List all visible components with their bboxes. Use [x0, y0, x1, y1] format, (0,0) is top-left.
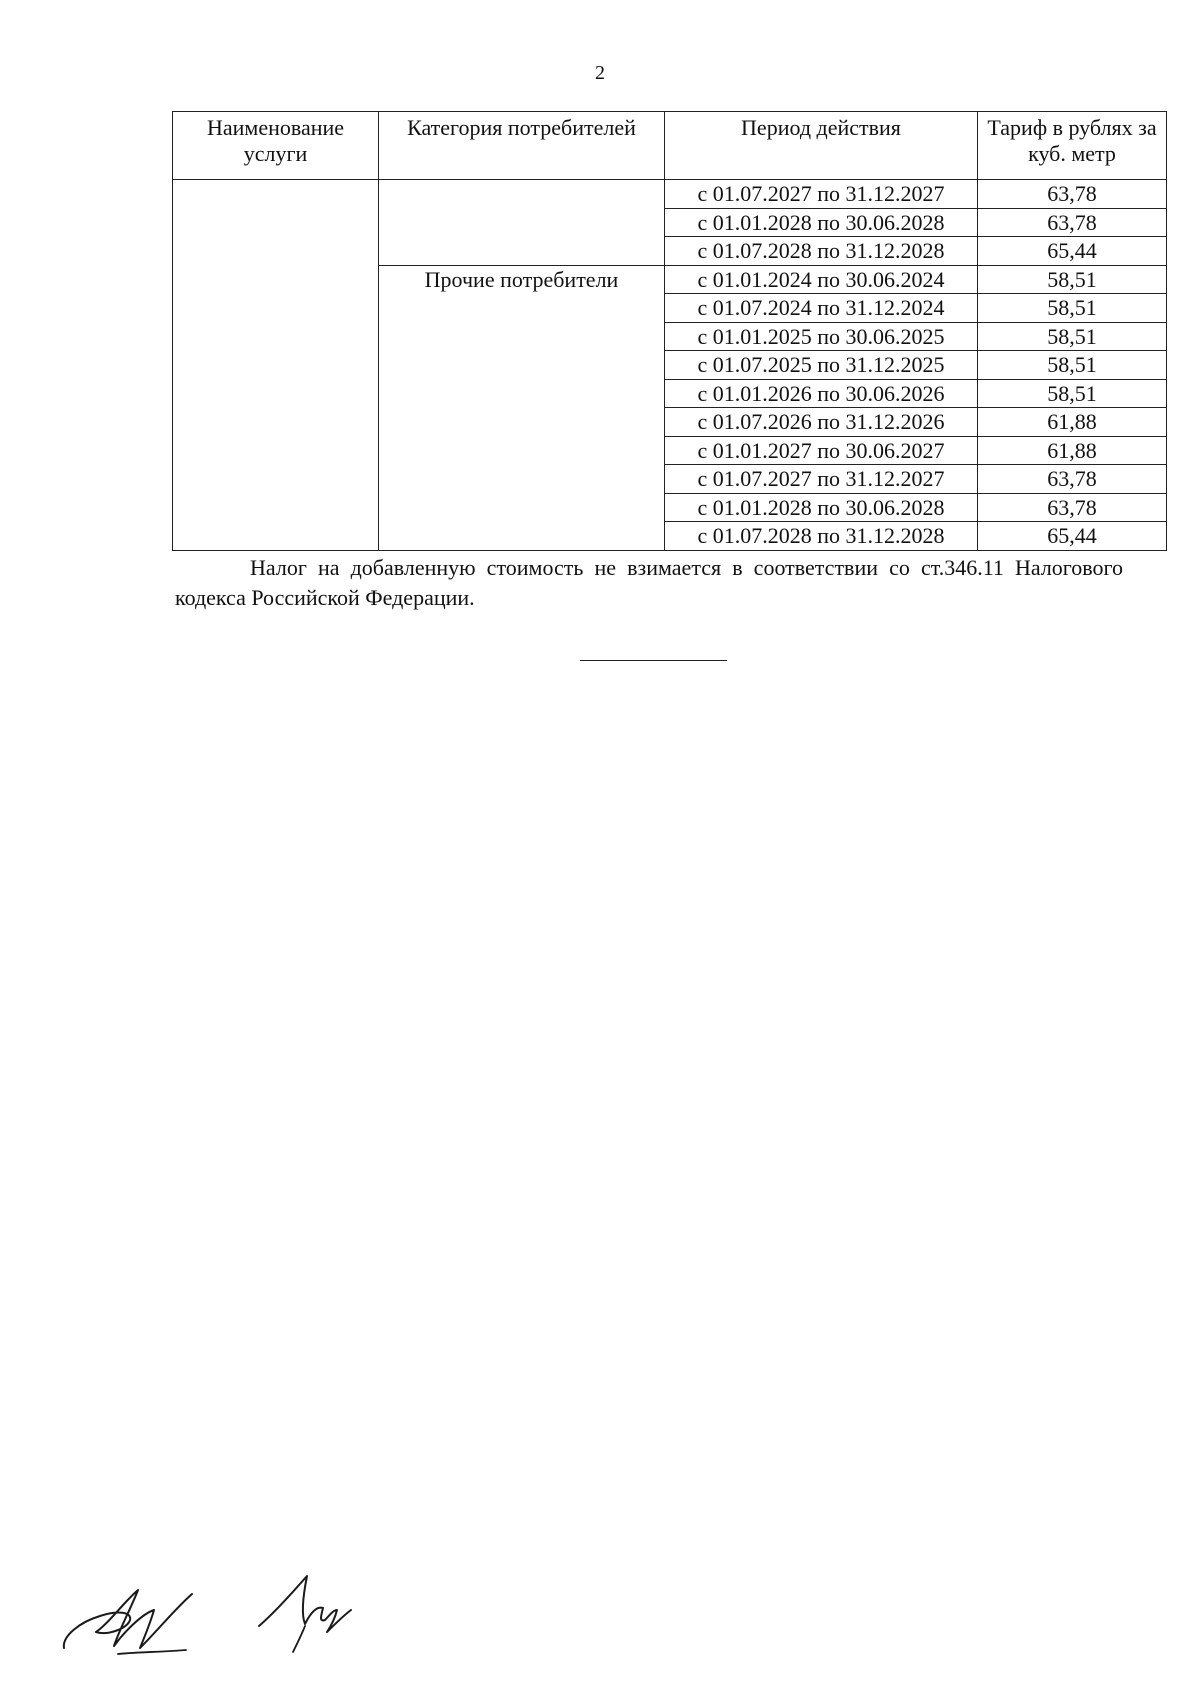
price-cell: 58,51	[978, 351, 1167, 380]
price-cell: 61,88	[978, 436, 1167, 465]
period-cell: с 01.07.2028 по 31.12.2028	[665, 522, 978, 551]
category-cell-other: Прочие потребители	[379, 265, 665, 550]
period-cell: с 01.01.2028 по 30.06.2028	[665, 208, 978, 237]
category-cell-continued	[379, 180, 665, 266]
price-cell: 58,51	[978, 322, 1167, 351]
header-price: Тариф в рублях за куб. метр	[978, 112, 1167, 180]
price-cell: 65,44	[978, 237, 1167, 266]
service-cell	[173, 180, 379, 551]
vat-note: Налог на добавленную стоимость не взимается в соответствии со ст.346.11 Налогового кодекса Российской Федерации.	[175, 555, 1123, 610]
period-cell: с 01.07.2027 по 31.12.2027	[665, 465, 978, 494]
tariff-table	[172, 111, 1167, 551]
period-cell: с 01.01.2024 по 30.06.2024	[665, 265, 978, 294]
price-cell: 58,51	[978, 265, 1167, 294]
period-cell: с 01.07.2028 по 31.12.2028	[665, 237, 978, 266]
period-cell: с 01.01.2026 по 30.06.2026	[665, 379, 978, 408]
period-cell: с 01.07.2026 по 31.12.2026	[665, 408, 978, 437]
table-header-row	[173, 112, 1167, 180]
price-cell: 65,44	[978, 522, 1167, 551]
period-cell: с 01.01.2027 по 30.06.2027	[665, 436, 978, 465]
price-cell: 63,78	[978, 180, 1167, 209]
period-cell: с 01.07.2027 по 31.12.2027	[665, 180, 978, 209]
signature-2	[255, 1566, 355, 1656]
price-cell: 63,78	[978, 208, 1167, 237]
header-period: Период действия	[665, 112, 978, 180]
period-cell: с 01.07.2024 по 31.12.2024	[665, 294, 978, 323]
signature-1	[58, 1566, 198, 1656]
price-cell: 63,78	[978, 465, 1167, 494]
price-cell: 61,88	[978, 408, 1167, 437]
price-cell: 58,51	[978, 294, 1167, 323]
header-service: Наименование услуги	[173, 112, 379, 180]
table-row	[173, 180, 1167, 209]
price-cell: 58,51	[978, 379, 1167, 408]
price-cell: 63,78	[978, 493, 1167, 522]
period-cell: с 01.07.2025 по 31.12.2025	[665, 351, 978, 380]
header-category: Категория потребителей	[379, 112, 665, 180]
end-divider	[580, 660, 727, 661]
period-cell: с 01.01.2028 по 30.06.2028	[665, 493, 978, 522]
page-number: 2	[595, 62, 605, 84]
period-cell: с 01.01.2025 по 30.06.2025	[665, 322, 978, 351]
